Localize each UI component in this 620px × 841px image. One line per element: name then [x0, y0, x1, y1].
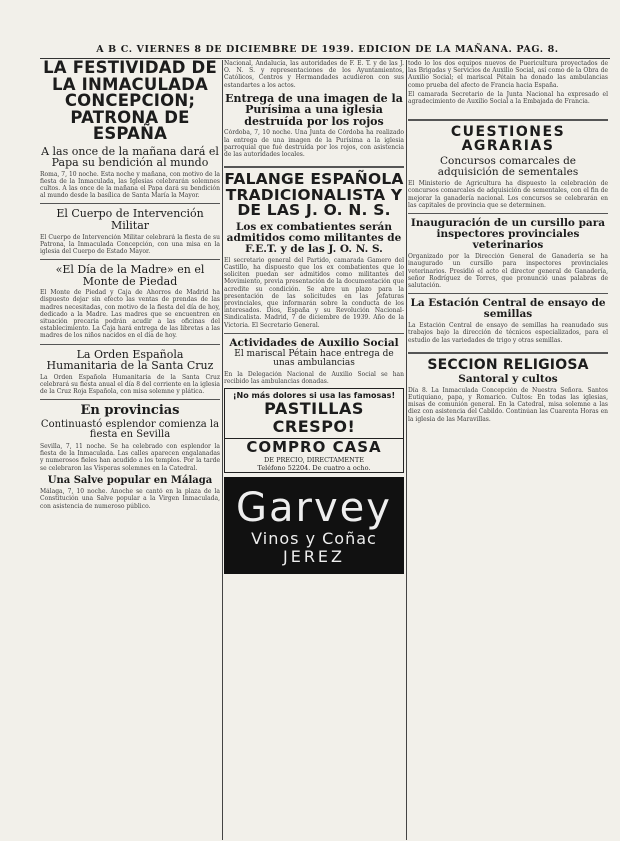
ad-compro-title: COMPRO CASA: [225, 438, 403, 456]
subheadline-ex-combatientes: Los ex combatientes serán admitidos como militantes de F.E.T. y de las J. O. N. S.: [226, 220, 402, 255]
article-body-sevilla: Sevilla, 7, 11 noche. Se ha celebrado con esplendor la fiesta de la Inmaculada. Las calles aparecen engalanadas y numerosos fieles han acudido a los templos. Por la tarde se celebraron las Vísperas solemnes en la Catedral.: [40, 442, 220, 472]
article-body-santoral: Día 8. La Inmaculada Concepción de Nuestra Señora. Santos Eutiquiano, papa, y Romarico. Cultos: En todas las iglesias, misas de comunión general. En la Catedral, misa solemne a las diez con asistencia del Cabildo. Continúan las Cuarenta Horas en la iglesia de las Maravillas.: [408, 386, 608, 423]
divider: [224, 333, 404, 334]
headline-purisima: Entrega de una imagen de la Purísima a una iglesia destruída por los rojos: [225, 91, 403, 128]
headline-provincias: En provincias: [80, 403, 180, 419]
article-body-semillas: La Estación Central de ensayo de semillas ha reanudado sus trabajos bajo la dirección de técnicos especializados, para el estudio de las variedades de trigo y otras semillas.: [408, 322, 608, 344]
divider: [408, 213, 608, 214]
headline-cuestiones-agrarias: CUESTIONES AGRARIAS: [450, 124, 566, 155]
headline-inmaculada: LA FESTIVIDAD DE LA INMACULADA CONCEPCION; PATRONA DE ESPAÑA: [43, 58, 217, 143]
subheadline-papa: A las once de la mañana dará el Papa su bendición al mundo: [41, 144, 219, 170]
article-body-inmaculada: Roma, 7, 10 noche. Esta noche y mañana, con motivo de la fiesta de la Inmaculada, las Iglesias celebrarán solemnes cultos. A las once de la mañana el Papa dará su bendición al mundo desde la basílica de Santa María la Mayor.: [40, 170, 220, 200]
divider: [40, 203, 220, 204]
divider: [408, 352, 608, 354]
ad-garvey-origin: JEREZ: [282, 546, 345, 566]
subheadline-sevilla: Continuastó esplendor comienza la fiesta en Sevilla: [40, 418, 220, 441]
article-body-purisima: Córdoba, 7, 10 noche. Una Junta de Córdoba ha realizado la entrega de una imagen de la Purísima a la iglesia parroquial que fué destruída por los rojos, con asistencia de las autoridades locales.: [224, 129, 404, 159]
headline-estacion-semillas: La Estación Central de ensayo de semillas: [410, 297, 606, 321]
divider: [408, 293, 608, 294]
article-body-auxilio-continuation: todo lo los dos equipos nuevos de Puericultura proyectados de las Brigadas y Servicios de Auxilio Social, así como de la Obra de Auxilio Social; el mariscal Pétain ha donado las ambulancias como prueba del afecto de Francia hacia España.: [408, 60, 608, 89]
advertisement-garvey: [224, 477, 404, 574]
headline-dia-madre: «El Día de la Madre» en el Monte de Piedad: [55, 263, 205, 288]
article-body-malaga: Málaga, 7, 10 noche. Anoche se cantó en la plaza de la Constitución una Salve popular a la Virgen Inmaculada, con asistencia de numeroso público.: [40, 488, 220, 510]
headline-auxilio-social: Actividades de Auxilio Social: [229, 336, 399, 349]
headline-seccion-religiosa: SECCION RELIGIOSA: [427, 356, 589, 373]
ad-crespo-tagline: ¡No más dolores si usa las famosas!: [232, 391, 396, 401]
subheadline-sementales: Concursos comarcales de adquisición de sementales: [437, 155, 579, 179]
headline-salve-malaga: Una Salve popular en Málaga: [47, 474, 213, 486]
ad-crespo-title: PASTILLAS CRESPO!: [264, 399, 364, 437]
divider: [40, 344, 220, 345]
article-body-orden-santa-cruz: La Orden Española Humanitaria de la Santa Cruz celebrará su fiesta anual el día 8 del corriente en la iglesia de la Cruz Roja Española, con misa solemne y plática.: [40, 373, 220, 396]
subheadline-petain: El mariscal Pétain hace entrega de unas ambulancias: [234, 348, 394, 369]
subheadline-santoral: Santoral y cultos: [458, 372, 558, 385]
article-body-continuation: Nacional, Andalucía, las autoridades de F. E. T. y de las J. O. N. S. y representaciones de los Ayuntamientos, Católicos, Centros y Hermandades acudieron con sus estandartes a los actos.: [224, 60, 404, 89]
headline-falange: FALANGE ESPAÑOLA TRADICIONALISTA Y DE LAS J. O. N. S.: [224, 170, 404, 220]
advertisement-crespo: [224, 388, 404, 473]
column-2: [224, 58, 404, 840]
divider: [408, 119, 608, 121]
article-body-falange: El secretario general del Partido, camarada Gamero del Castillo, ha dispuesto que los ex combatientes que lo soliciten puedan ser admitidos como militantes del Movimiento, previa presentación de la documentación que acredite su condición. Se abre un plazo para la presentación de las solicitudes en las Jefaturas provinciales, que informarán sobre la conducta de los interesados. Dios, España y su Revolución Nacional-Sindicalista. Madrid, 7 de diciembre de 1939. Año de la Victoria. El Secretario General.: [224, 256, 404, 329]
page-header: A B C. VIERNES 8 DE DICIEMBRE DE 1939. EDICION DE LA MAÑANA. PAG. 8.: [96, 44, 559, 55]
article-body-auxilio: En la Delegación Nacional de Auxilio Social se han recibido las ambulancias donadas.: [224, 370, 404, 385]
ad-garvey-brand: Garvey: [236, 484, 392, 531]
divider: [40, 399, 220, 400]
column-rule-2: [406, 60, 407, 840]
ad-garvey-products: Vinos y Coñac: [251, 528, 377, 548]
divider: [224, 166, 404, 168]
article-body-intervencion: El Cuerpo de Intervención Militar celebrará la fiesta de su Patrona, la Inmaculada Concepción, con una misa en la iglesia del Cuerpo de Estado Mayor.: [40, 233, 220, 255]
article-body-dia-madre: El Monte de Piedad y Caja de Ahorros de Madrid ha dispuesto dejar sin efecto las ventas de prendas de las madres necesitadas, con motivo de la fiesta del día de hoy, dedicado a la Madre. Las madres que se encuentren en situación precaria podrán acudir a las oficinas del establecimiento. La Caja hará entrega de las libretas a las madres de los niños nacidos en el día de hoy.: [40, 289, 220, 340]
column-3: [408, 58, 608, 840]
ad-compro-subtitle: DE PRECIO, DIRECTAMENTE: [264, 456, 364, 465]
article-body-sementales: El Ministerio de Agricultura ha dispuesto la celebración de concursos comarcales de adquisición de sementales, con el fin de mejorar la ganadería nacional. Los concursos se celebrarán en las capitales de provincia que se determinen.: [408, 180, 608, 209]
ad-compro-phone: Teléfono 52204. De cuatro a ocho.: [257, 464, 371, 473]
headline-intervencion: El Cuerpo de Intervención Militar: [56, 207, 204, 232]
headline-cursillo-veterinarios: Inauguración de un cursillo para inspectores provinciales veterinarios: [410, 217, 606, 252]
article-body-cursillo: Organizado por la Dirección General de Ganadería se ha inaugurado un cursillo para inspectores provinciales veterinarios. Presidió el acto el director general de Ganadería, señor Rodríguez de Torres, que pronunció unas palabras de salutación.: [408, 253, 608, 289]
divider: [40, 259, 220, 260]
article-body-auxilio-continuation-2: El camarada Secretario de la Junta Nacional ha expresado el agradecimiento de Auxilio Social a la Embajada de Francia.: [408, 90, 608, 106]
headline-orden-santa-cruz: La Orden Española Humanitaria de la Santa Cruz: [46, 347, 214, 373]
column-1: [40, 58, 220, 840]
column-rule-1: [222, 60, 223, 840]
